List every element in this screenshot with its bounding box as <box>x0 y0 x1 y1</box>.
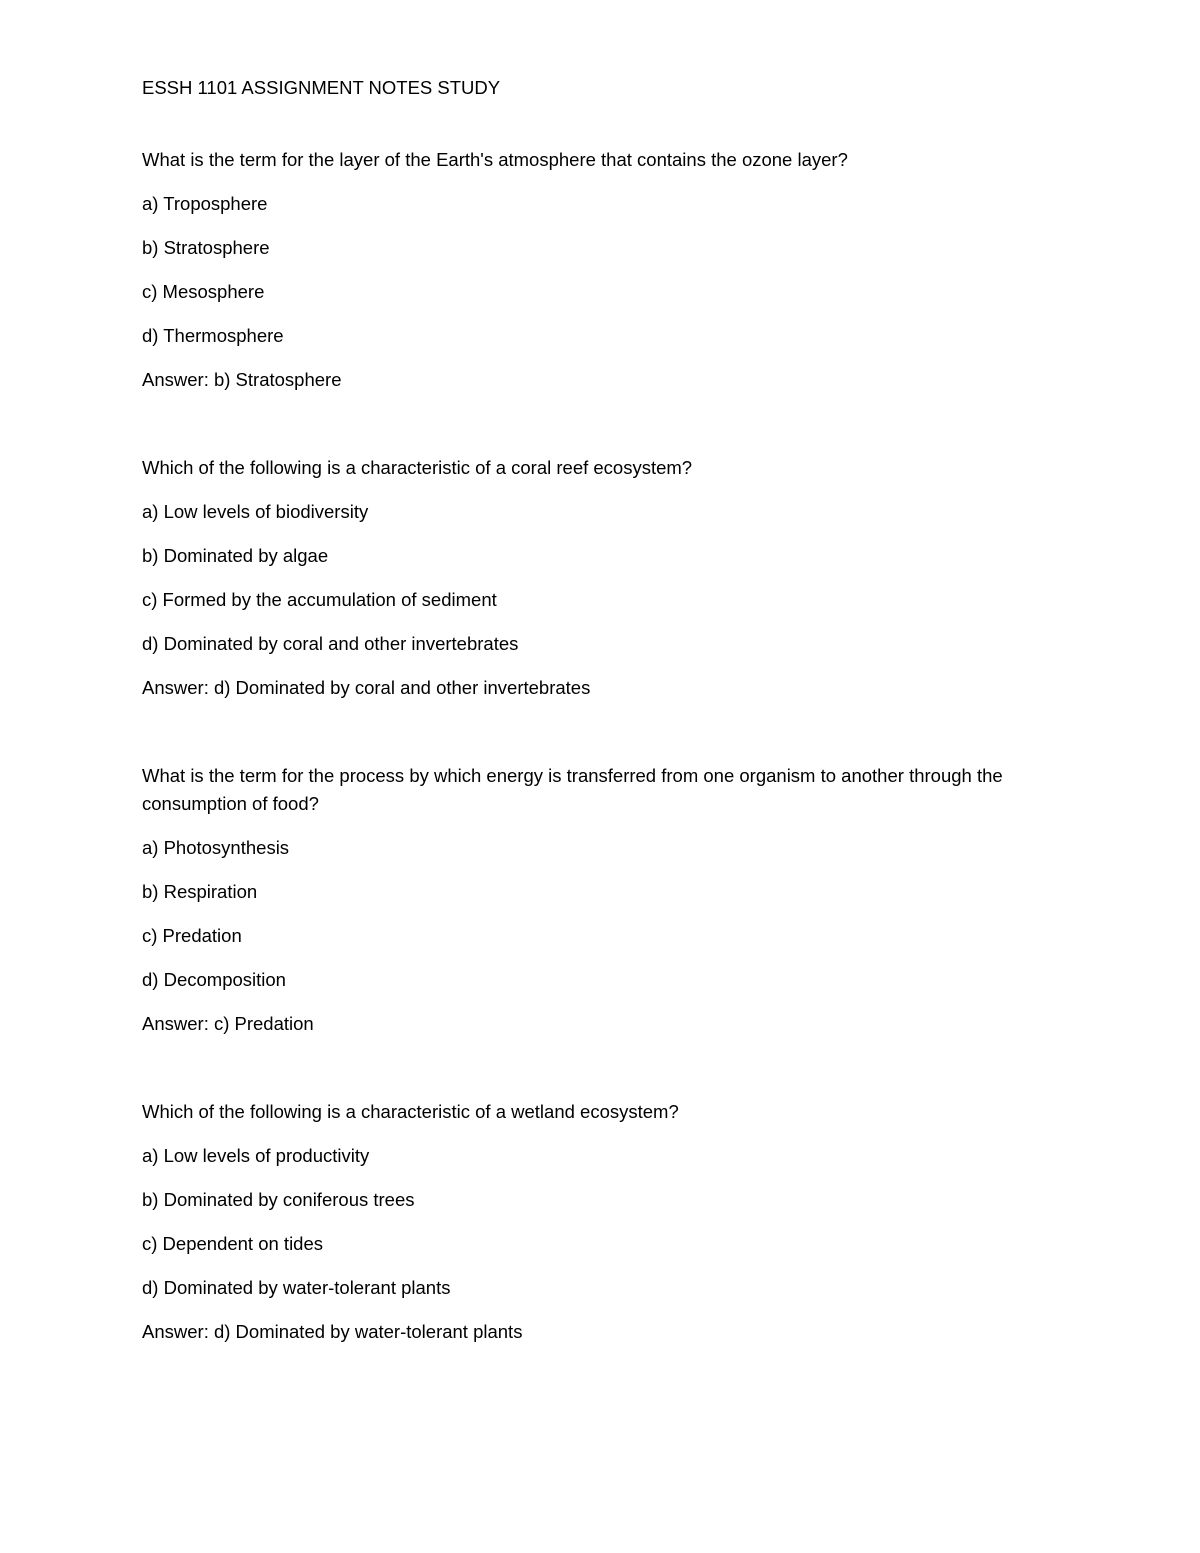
document-body <box>142 74 1062 1406</box>
option-c: c) Mesosphere <box>142 281 265 302</box>
question-text: What is the term for the layer of the Earth's atmosphere that contains the ozone layer? <box>142 149 848 170</box>
question-block-3 <box>142 762 1062 1038</box>
answer-text: Answer: b) Stratosphere <box>142 369 342 390</box>
option-b: b) Dominated by coniferous trees <box>142 1189 415 1210</box>
option-a: a) Low levels of biodiversity <box>142 501 369 522</box>
option-a: a) Troposphere <box>142 193 268 214</box>
option-a: a) Photosynthesis <box>142 837 290 858</box>
question-text: Which of the following is a characteristic of a coral reef ecosystem? <box>142 457 693 478</box>
question-text: Which of the following is a characteristic of a wetland ecosystem? <box>142 1101 679 1122</box>
option-c: c) Formed by the accumulation of sediment <box>142 589 497 610</box>
option-b: b) Dominated by algae <box>142 545 329 566</box>
answer-text: Answer: d) Dominated by coral and other invertebrates <box>142 677 591 698</box>
option-d: d) Dominated by water-tolerant plants <box>142 1277 451 1298</box>
question-text: What is the term for the process by which energy is transferred from one organism to another through the consumption of food? <box>142 765 1008 814</box>
option-d: d) Decomposition <box>142 969 286 990</box>
option-c: c) Dependent on tides <box>142 1233 324 1254</box>
option-d: d) Thermosphere <box>142 325 284 346</box>
question-block-2 <box>142 454 1062 702</box>
option-c: c) Predation <box>142 925 242 946</box>
answer-text: Answer: d) Dominated by water-tolerant plants <box>142 1321 523 1342</box>
option-b: b) Stratosphere <box>142 237 270 258</box>
document-title: ESSH 1101 ASSIGNMENT NOTES STUDY <box>142 77 501 98</box>
question-block-4 <box>142 1098 1062 1346</box>
option-b: b) Respiration <box>142 881 258 902</box>
question-block-1 <box>142 146 1062 394</box>
option-d: d) Dominated by coral and other invertebrates <box>142 633 519 654</box>
option-a: a) Low levels of productivity <box>142 1145 370 1166</box>
answer-text: Answer: c) Predation <box>142 1013 314 1034</box>
